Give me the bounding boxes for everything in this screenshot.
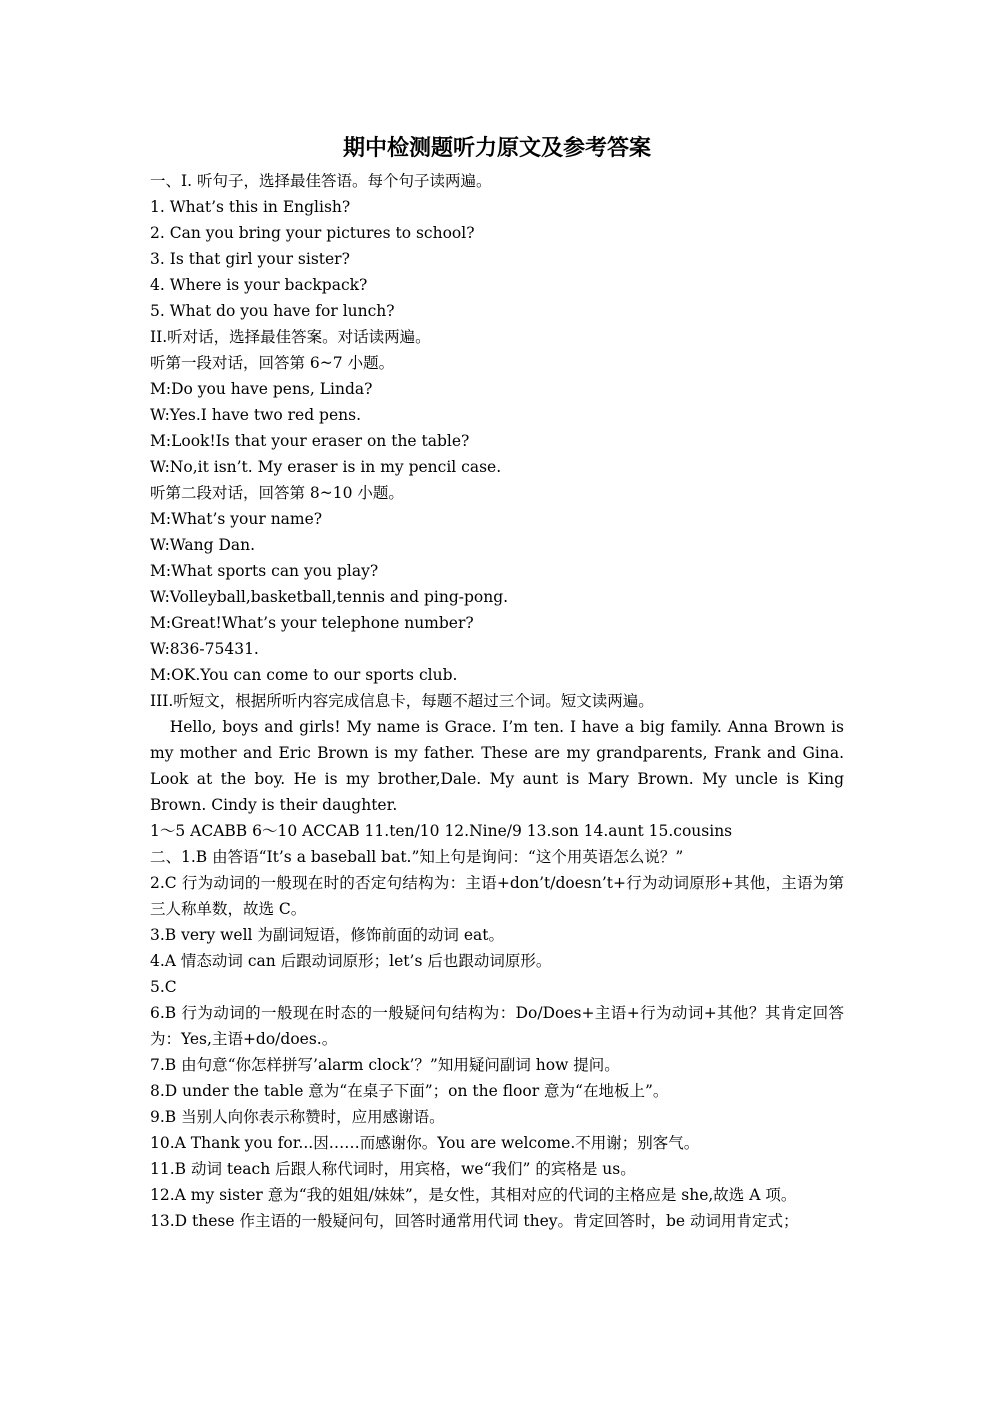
- explanation-item: 11.B 动词 teach 后跟人称代词时，用宾格，we“我们” 的宾格是 us。: [150, 1160, 636, 1178]
- dialogue-line: M:What sports can you play?: [150, 562, 379, 580]
- explanation-item: 13.D these 作主语的一般疑问句，回答时通常用代词 they。肯定回答时，be 动词用肯定式；: [150, 1212, 799, 1230]
- dialogue-line: M:OK.You can come to our sports club.: [150, 666, 458, 684]
- sentence-item: 4. Where is your backpack?: [150, 276, 368, 294]
- dialogue-line: W:Wang Dan.: [150, 536, 256, 554]
- sentence-item: 1. What’s this in English?: [150, 198, 351, 216]
- explanation-item: 二、1.B 由答语“It’s a baseball bat.”知上句是询问：“这个用英语怎么说？”: [150, 848, 684, 866]
- explanation-item: 4.A 情态动词 can 后跟动词原形；let’s 后也跟动词原形。: [150, 952, 552, 970]
- dialogue2-header: 听第二段对话，回答第 8~10 小题。: [150, 484, 404, 502]
- explanation-item: 2.C 行为动词的一般现在时的否定句结构为：主语+don’t/doesn’t+行为动词原形+其他，主语为第三人称单数，故选 C。: [150, 874, 844, 918]
- explanation-item: 5.C: [150, 978, 177, 996]
- explanation-item: 6.B 行为动词的一般现在时态的一般疑问句结构为：Do/Does+主语+行为动词+其他？其肯定回答为：Yes,主语+do/does.。: [150, 1004, 844, 1048]
- dialogue-line: W:Volleyball,basketball,tennis and ping-pong.: [150, 588, 509, 606]
- dialogue-line: M:Look!Is that your eraser on the table?: [150, 432, 470, 450]
- explanation-item: 10.A Thank you for...因……而感谢你。You are welcome.不用谢；别客气。: [150, 1134, 700, 1152]
- dialogue-line: W:No,it isn’t. My eraser is in my pencil case.: [150, 458, 502, 476]
- answer-key-line: 1～5 ACABB 6～10 ACCAB 11.ten/10 12.Nine/9 13.son 14.aunt 15.cousins: [150, 822, 733, 840]
- listening-passage: Hello, boys and girls! My name is Grace. I’m ten. I have a big family. Anna Brown is my mother and Eric Brown is my father. These are my grandparents, Frank and Gina. Look at the boy. He is my brother,Dale. My aunt is Mary Brown. My uncle is King Brown. Cindy is their daughter.: [150, 718, 844, 814]
- explanation-item: 3.B very well 为副词短语，修饰前面的动词 eat。: [150, 926, 504, 944]
- sentence-item: 2. Can you bring your pictures to school?: [150, 224, 475, 242]
- page-title: 期中检测题听力原文及参考答案: [342, 135, 651, 161]
- sentence-item: 5. What do you have for lunch?: [150, 302, 395, 320]
- dialogue-line: M:Great!What’s your telephone number?: [150, 614, 474, 632]
- dialogue-line: M:Do you have pens, Linda?: [150, 380, 373, 398]
- sentence-item: 3. Is that girl your sister?: [150, 250, 350, 268]
- explanation-item: 9.B 当别人向你表示称赞时，应用感谢语。: [150, 1108, 445, 1126]
- dialogue1-header: 听第一段对话，回答第 6~7 小题。: [150, 354, 395, 372]
- dialogue-line: M:What’s your name?: [150, 510, 323, 528]
- dialogue-line: W:Yes.I have two red pens.: [150, 406, 362, 424]
- part2-header: II.听对话，选择最佳答案。对话读两遍。: [150, 328, 431, 346]
- explanation-item: 8.D under the table 意为“在桌子下面”；on the floor 意为“在地板上”。: [150, 1082, 669, 1100]
- part1-header: 一、Ⅰ. 听句子，选择最佳答语。每个句子读两遍。: [150, 172, 492, 190]
- explanation-item: 12.A my sister 意为“我的姐姐/妹妹”，是女性，其相对应的代词的主格应是 she,故选 A 项。: [150, 1186, 797, 1204]
- part3-header: III.听短文，根据所听内容完成信息卡，每题不超过三个词。短文读两遍。: [150, 692, 654, 710]
- dialogue-line: W:836-75431.: [150, 640, 259, 658]
- document-page: [150, 132, 844, 1234]
- explanation-item: 7.B 由句意“你怎样拼写’alarm clock’？”知用疑问副词 how 提问。: [150, 1056, 620, 1074]
